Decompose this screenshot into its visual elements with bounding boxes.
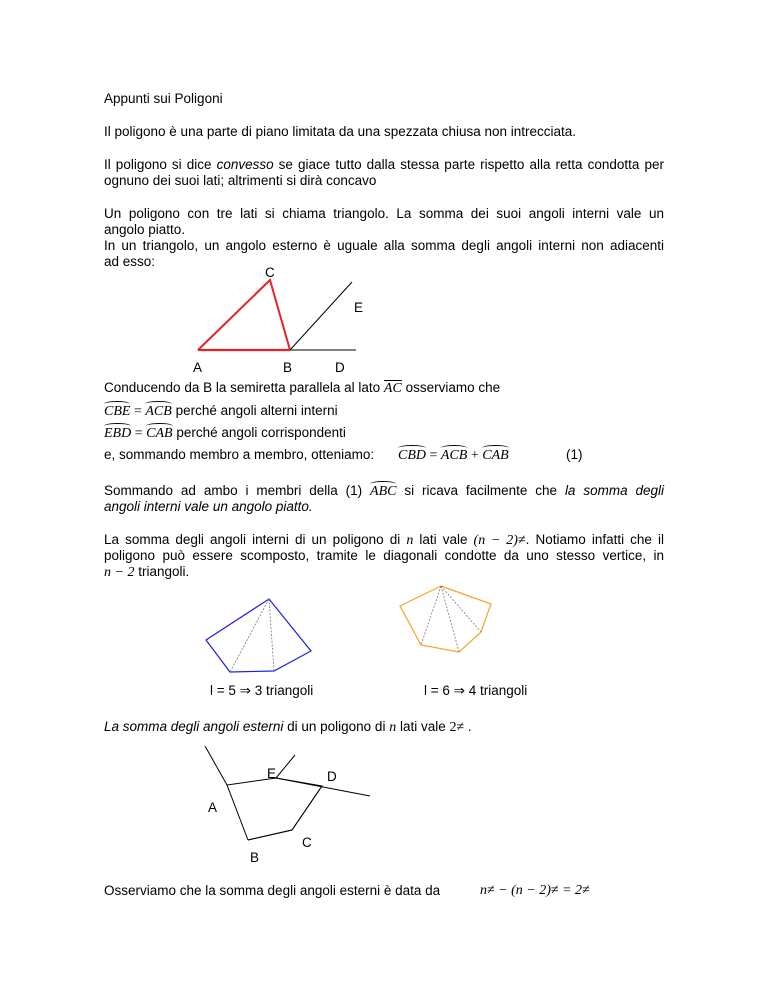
equation-sum: CBD = ACB + CAB xyxy=(398,448,509,463)
polygon-abcde xyxy=(227,778,322,840)
term-convesso: convesso xyxy=(216,157,274,172)
interior-sum-line1: La somma degli angoli interni di un poligono di n lati vale (n − 2)≠. Notiamo infatti che il xyxy=(104,532,664,548)
final-formula: n≠ − (n − 2)≠ = 2≠ xyxy=(480,883,590,898)
definition-polygon: Il poligono è una parte di piano limitata da una spezzata chiusa non intrecciata. xyxy=(104,124,577,139)
label-d: D xyxy=(335,360,345,375)
exterior-sum-line: La somma degli angoli esterni di un poligono di n lati vale 2≠ . xyxy=(104,719,472,735)
extension-c xyxy=(292,786,322,830)
fig3-label-d: D xyxy=(327,769,337,784)
extension-b xyxy=(248,830,292,840)
fig3-label-a: A xyxy=(208,800,218,815)
extension-d xyxy=(276,778,370,796)
label-c: C xyxy=(265,265,275,280)
label-a: A xyxy=(193,360,203,375)
interior-sum-line2: poligono può essere scomposto, tramite le diagonali condotte da uno stesso vertice, in xyxy=(104,548,664,563)
conclusion-line1: Sommando ad ambo i membri della (1) ABC si ricava facilmente che la somma degli xyxy=(104,483,664,499)
page-title: Appunti sui Poligoni xyxy=(104,91,223,106)
triangle-paragraph-line2: angolo piatto. xyxy=(104,222,186,237)
sum-text: e, sommando membro a membro, otteniamo: xyxy=(104,447,375,462)
equation-number: (1) xyxy=(566,447,583,462)
final-observation: Osserviamo che la somma degli angoli esterni è data da xyxy=(104,883,441,898)
fig3-label-c: C xyxy=(302,835,312,850)
definition-convex: Il poligono si dice convesso se giace tutto dalla stessa parte rispetto alla retta condotta per xyxy=(104,157,664,172)
caption-hexagon: l = 6 ⇒ 4 triangoli xyxy=(424,683,528,698)
triangle-paragraph-line4: ad esso: xyxy=(104,254,156,269)
triangle-paragraph-line1: Un poligono con tre lati si chiama triangolo. La somma dei suoi angoli interni vale un xyxy=(104,206,664,221)
extension-e xyxy=(276,755,295,778)
label-b: B xyxy=(283,360,293,375)
equation-alternate: CBE = ACB perché angoli alterni interni xyxy=(104,403,338,419)
conclusion-line2: angoli interni vale un angolo piatto. xyxy=(104,499,313,514)
proof-intro: Conducendo da B la semiretta parallela al lato $\overline{AC}$ osserviamo che xyxy=(104,380,501,396)
caption-pentagon: l = 5 ⇒ 3 triangoli xyxy=(210,683,314,698)
definition-convex-cont: ognuno dei suoi lati; altrimenti si dirà concavo xyxy=(104,173,377,188)
triangle-paragraph-line3: In un triangolo, un angolo esterno è uguale alla somma degli angoli interni non adiacenti xyxy=(104,238,664,253)
equation-corresponding: EBD = CAB perché angoli corrispondenti xyxy=(104,425,346,441)
extension-a xyxy=(205,746,227,785)
fig3-label-e: E xyxy=(267,766,277,781)
label-e: E xyxy=(354,300,364,315)
fig3-label-b: B xyxy=(250,850,260,865)
interior-sum-line3: n − 2 triangoli. xyxy=(104,564,190,580)
segment-ac: $\overline{AC}$ xyxy=(383,381,402,396)
